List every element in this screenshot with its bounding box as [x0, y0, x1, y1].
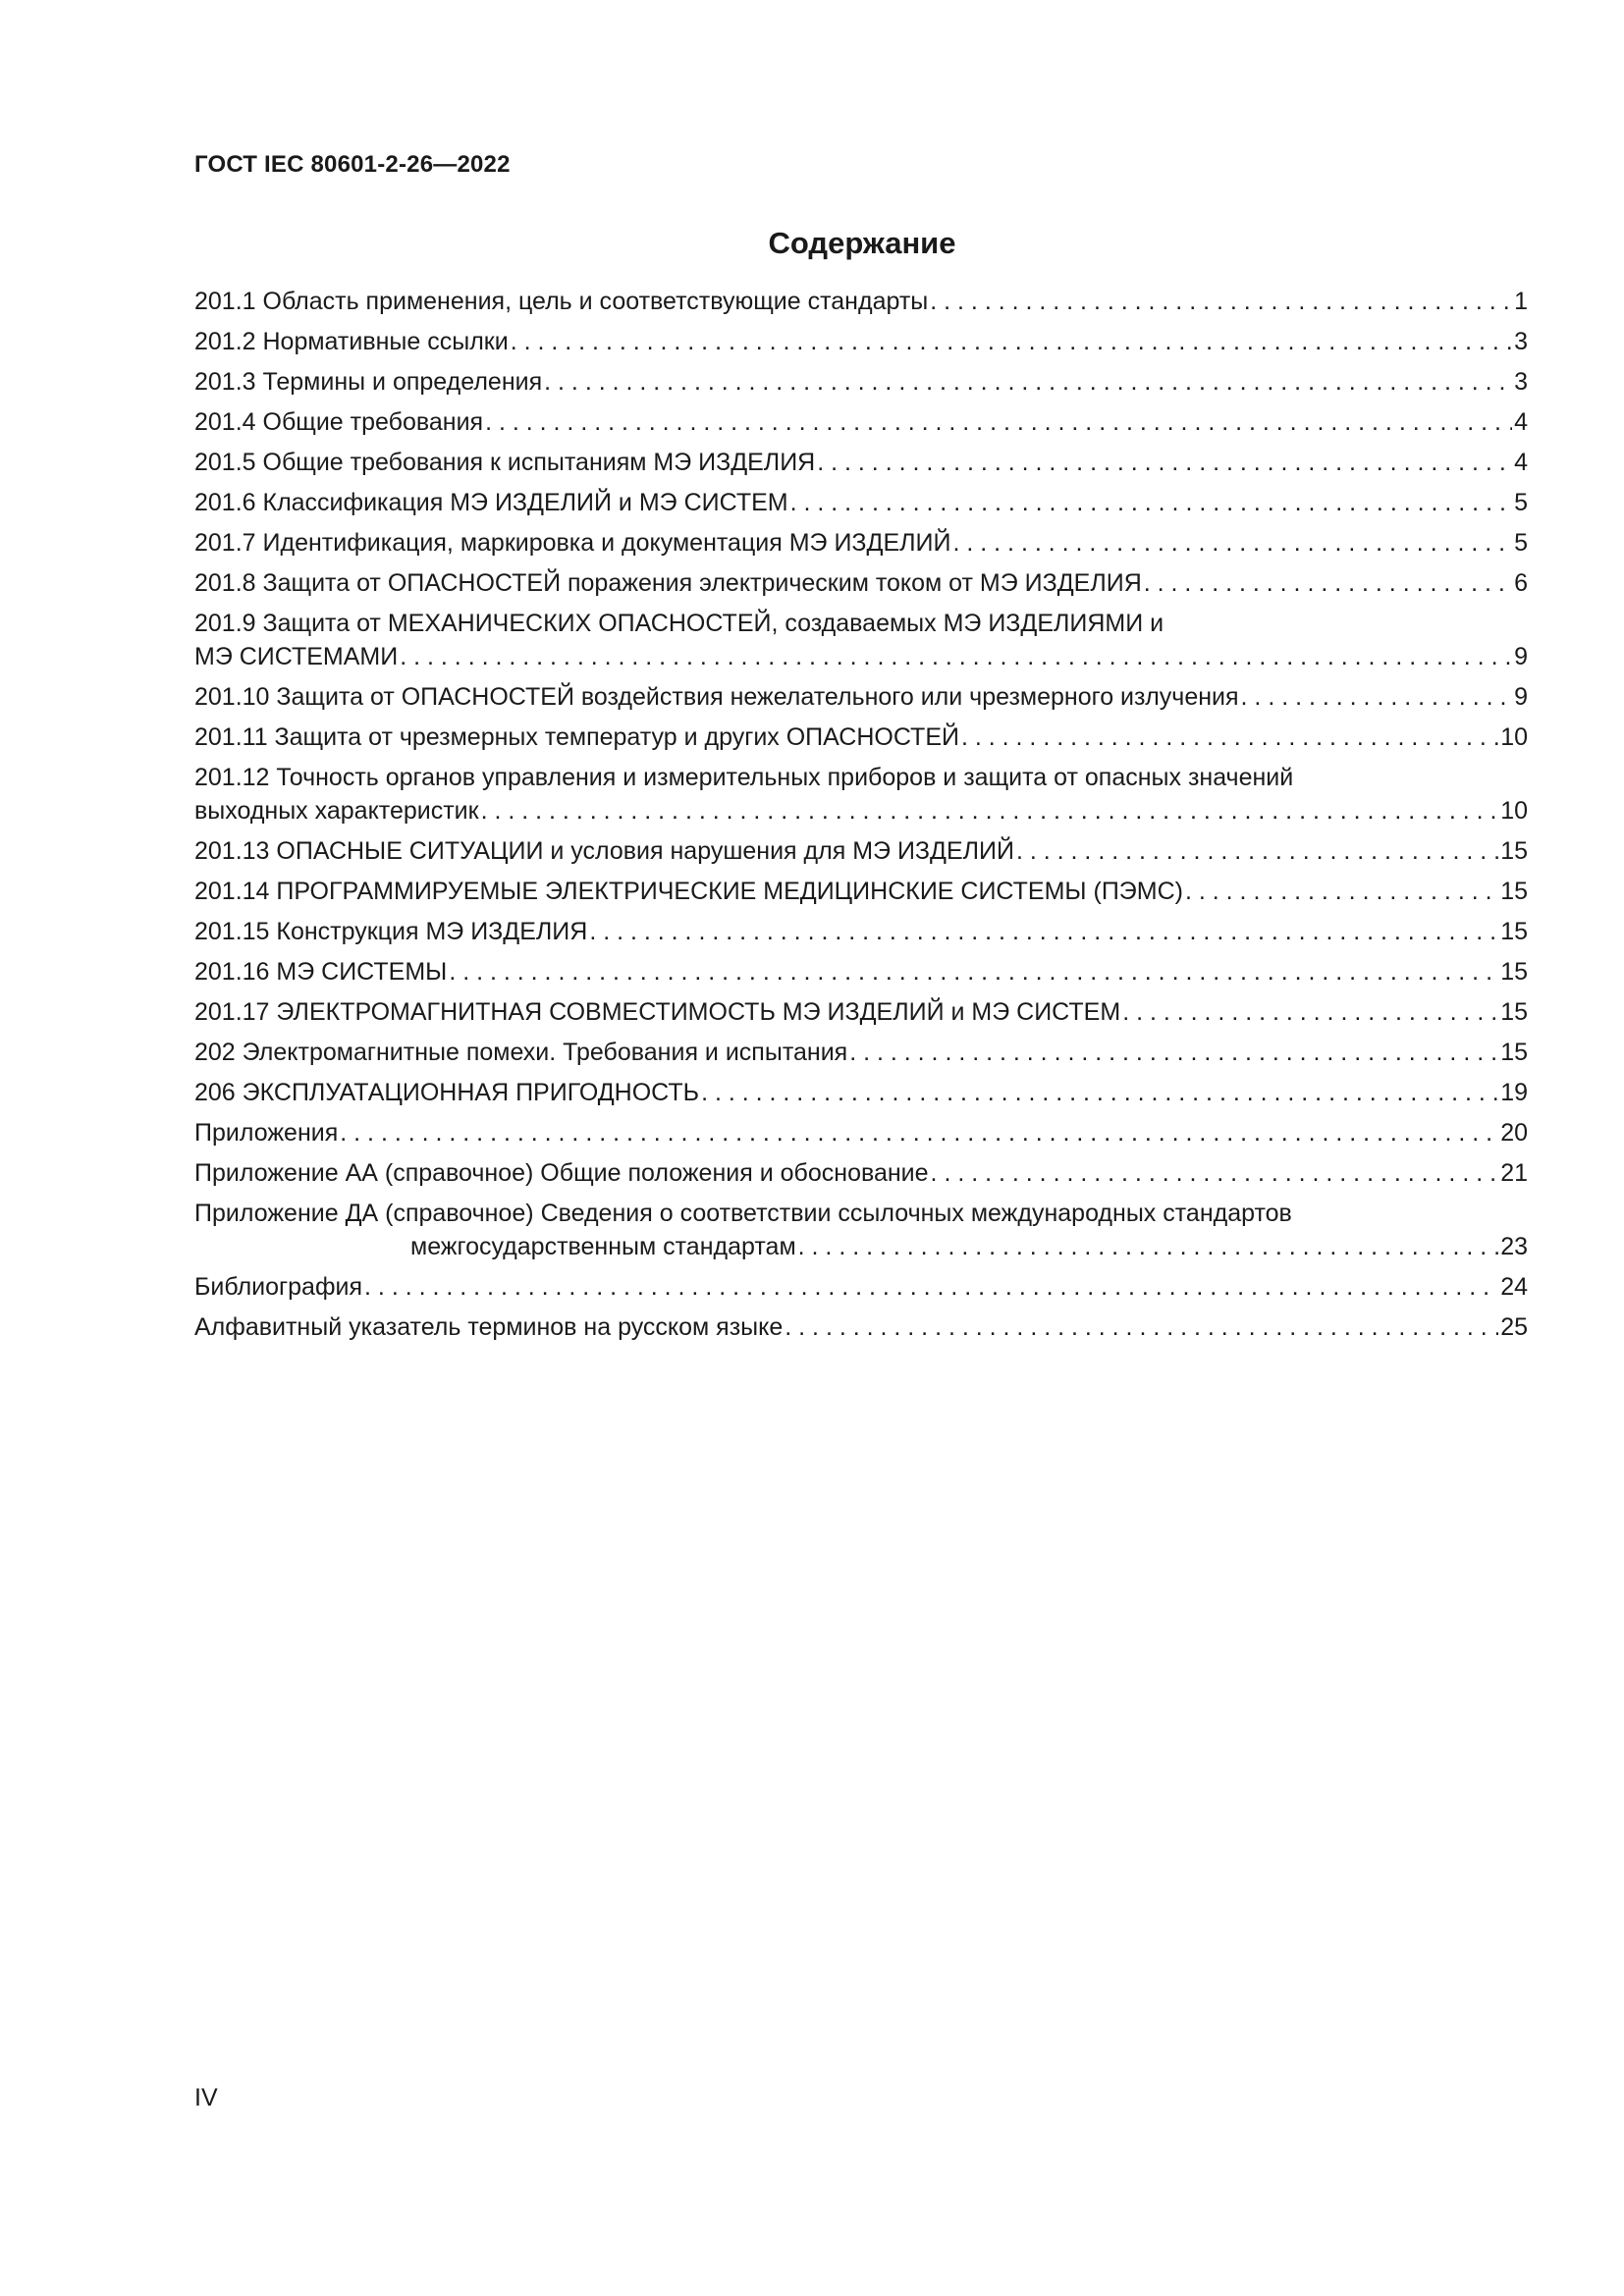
- toc-entry[interactable]: [194, 875, 1528, 908]
- toc-entry[interactable]: [194, 285, 1528, 318]
- toc-entry-page-number: 9: [1514, 643, 1528, 670]
- dot-leader: [511, 325, 1512, 358]
- dot-leader: [1185, 875, 1498, 908]
- toc-entry-page-number: 23: [1500, 1233, 1528, 1260]
- dot-leader: [849, 1036, 1498, 1069]
- toc-entry-title: 201.5 Общие требования к испытаниям МЭ ИЗДЕЛИЯ: [194, 449, 816, 476]
- toc-entry-title: выходных характеристик: [194, 797, 479, 825]
- toc-entry-page-number: 1: [1514, 288, 1528, 315]
- toc-entry[interactable]: [194, 995, 1528, 1029]
- toc-entry-line: [194, 1230, 1528, 1263]
- toc-entry-title: 201.13 ОПАСНЫЕ СИТУАЦИИ и условия нарушения для МЭ ИЗДЕЛИЙ: [194, 837, 1014, 865]
- toc-entry[interactable]: [194, 1310, 1528, 1344]
- toc-entry[interactable]: [194, 680, 1528, 714]
- page-number: IV: [194, 2084, 218, 2111]
- toc-entry-line: [194, 446, 1528, 479]
- toc-entry-line: [194, 955, 1528, 988]
- toc-entry-first-line: 201.9 Защита от МЕХАНИЧЕСКИХ ОПАСНОСТЕЙ, создаваемых МЭ ИЗДЕЛИЯМИ и: [194, 610, 1164, 637]
- toc-entry[interactable]: [194, 446, 1528, 479]
- toc-entry-page-number: 15: [1500, 958, 1528, 986]
- toc-entry-page-number: 19: [1500, 1079, 1528, 1106]
- toc-entry-line: [194, 680, 1528, 714]
- toc-entry[interactable]: [194, 721, 1528, 754]
- toc-entry-page-number: 6: [1514, 569, 1528, 597]
- toc-entry-page-number: 15: [1500, 998, 1528, 1026]
- toc-entry[interactable]: [194, 915, 1528, 948]
- toc-entry-line: [194, 995, 1528, 1029]
- toc-entry-first-line: 201.12 Точность органов управления и измерительных приборов и защита от опасных значений: [194, 764, 1294, 791]
- toc-entry-line: [194, 566, 1528, 600]
- toc-entry-line: [194, 325, 1528, 358]
- toc-entry-title: 201.3 Термины и определения: [194, 368, 543, 396]
- dot-leader: [701, 1076, 1498, 1109]
- toc-entry-title: Алфавитный указатель терминов на русском языке: [194, 1313, 784, 1341]
- toc-entry-page-number: 4: [1514, 408, 1528, 436]
- toc-entry-title: 201.11 Защита от чрезмерных температур и других ОПАСНОСТЕЙ: [194, 723, 959, 751]
- toc-entry-line: [194, 1310, 1528, 1344]
- toc-entry[interactable]: [194, 486, 1528, 519]
- toc-entry-title: 206 ЭКСПЛУАТАЦИОННАЯ ПРИГОДНОСТЬ: [194, 1079, 700, 1106]
- toc-entry-line: [194, 365, 1528, 399]
- toc-entry-page-number: 5: [1514, 529, 1528, 557]
- toc-entry-title: межгосударственным стандартам: [410, 1233, 796, 1260]
- dot-leader: [930, 285, 1512, 318]
- toc-entry-page-number: 20: [1500, 1119, 1528, 1147]
- toc-entry-line: [194, 1076, 1528, 1109]
- toc-entry-line: [194, 640, 1528, 673]
- toc-entry[interactable]: [194, 526, 1528, 560]
- document-code-header: ГОСТ IEC 80601-2-26—2022: [194, 151, 511, 178]
- toc-entry-line: [194, 1116, 1528, 1149]
- dot-leader: [485, 405, 1512, 439]
- toc-entry-page-number: 3: [1514, 328, 1528, 355]
- dot-leader: [481, 794, 1499, 828]
- dot-leader: [961, 721, 1498, 754]
- toc-entry-line: [194, 875, 1528, 908]
- toc-entry-line: [194, 721, 1528, 754]
- toc-title: Содержание: [768, 226, 956, 260]
- toc-entry-title: 201.15 Конструкция МЭ ИЗДЕЛИЯ: [194, 918, 588, 945]
- toc-entry-title: Приложения: [194, 1119, 339, 1147]
- toc-entry-title: 201.10 Защита от ОПАСНОСТЕЙ воздействия нежелательного или чрезмерного излучения: [194, 683, 1239, 711]
- dot-leader: [931, 1156, 1499, 1190]
- toc-entry[interactable]: [194, 1116, 1528, 1149]
- dot-leader: [589, 915, 1498, 948]
- toc-entry-page-number: 9: [1514, 683, 1528, 711]
- toc-entry[interactable]: [194, 761, 1528, 828]
- toc-entry-page-number: 10: [1500, 723, 1528, 751]
- toc-entry-title: 201.17 ЭЛЕКТРОМАГНИТНАЯ СОВМЕСТИМОСТЬ МЭ ИЗДЕЛИЙ и МЭ СИСТЕМ: [194, 998, 1121, 1026]
- dot-leader: [798, 1230, 1499, 1263]
- toc-entry-title: 201.16 МЭ СИСТЕМЫ: [194, 958, 448, 986]
- dot-leader: [544, 365, 1512, 399]
- toc-entry[interactable]: [194, 1076, 1528, 1109]
- toc-entry[interactable]: [194, 566, 1528, 600]
- toc-entry-page-number: 15: [1500, 878, 1528, 905]
- toc-entry-page-number: 10: [1500, 797, 1528, 825]
- toc-entry[interactable]: [194, 405, 1528, 439]
- toc-entry-page-number: 21: [1500, 1159, 1528, 1187]
- dot-leader: [1144, 566, 1512, 600]
- toc-entry-page-number: 4: [1514, 449, 1528, 476]
- dot-leader: [785, 1310, 1498, 1344]
- dot-leader: [1241, 680, 1513, 714]
- dot-leader: [952, 526, 1512, 560]
- toc-entry-page-number: 3: [1514, 368, 1528, 396]
- toc-entry[interactable]: [194, 1270, 1528, 1304]
- toc-entry-line: [194, 1270, 1528, 1304]
- toc-entry-line: [194, 794, 1528, 828]
- toc-entry[interactable]: [194, 325, 1528, 358]
- toc-entry[interactable]: [194, 955, 1528, 988]
- toc-entry[interactable]: [194, 834, 1528, 868]
- dot-leader: [449, 955, 1498, 988]
- toc-entry-title: 201.2 Нормативные ссылки: [194, 328, 509, 355]
- toc-entry-page-number: 15: [1500, 1039, 1528, 1066]
- toc-entry-title: Библиография: [194, 1273, 363, 1301]
- dot-leader: [400, 640, 1512, 673]
- toc-entry-title: 201.6 Классификация МЭ ИЗДЕЛИЙ и МЭ СИСТЕМ: [194, 489, 788, 516]
- toc-entry-first-line: Приложение ДА (справочное) Сведения о соответствии ссылочных международных стандартов: [194, 1200, 1292, 1227]
- toc-entry[interactable]: [194, 1036, 1528, 1069]
- toc-entry-title: 201.1 Область применения, цель и соответствующие стандарты: [194, 288, 929, 315]
- dot-leader: [1122, 995, 1498, 1029]
- toc-entry-line: [194, 1036, 1528, 1069]
- toc-entry[interactable]: [194, 1197, 1528, 1263]
- dot-leader: [340, 1116, 1498, 1149]
- dot-leader: [364, 1270, 1498, 1304]
- toc-entry-title: 201.8 Защита от ОПАСНОСТЕЙ поражения электрическим током от МЭ ИЗДЕЛИЯ: [194, 569, 1142, 597]
- toc-entry-line: [194, 285, 1528, 318]
- toc-entry[interactable]: [194, 1156, 1528, 1190]
- toc-entry-page-number: 15: [1500, 918, 1528, 945]
- toc-entry-title: 201.7 Идентификация, маркировка и документация МЭ ИЗДЕЛИЙ: [194, 529, 951, 557]
- table-of-contents: [194, 285, 1528, 1351]
- toc-entry-line: [194, 486, 1528, 519]
- toc-entry-page-number: 25: [1500, 1313, 1528, 1341]
- toc-entry-title: 201.4 Общие требования: [194, 408, 484, 436]
- dot-leader: [1016, 834, 1498, 868]
- toc-entry-line: [194, 834, 1528, 868]
- toc-entry-page-number: 15: [1500, 837, 1528, 865]
- toc-entry-line: [194, 526, 1528, 560]
- toc-entry-title: 201.14 ПРОГРАММИРУЕМЫЕ ЭЛЕКТРИЧЕСКИЕ МЕДИЦИНСКИЕ СИСТЕМЫ (ПЭМС): [194, 878, 1183, 905]
- toc-entry[interactable]: [194, 365, 1528, 399]
- toc-entry[interactable]: [194, 607, 1528, 673]
- toc-entry-page-number: 24: [1500, 1273, 1528, 1301]
- dot-leader: [790, 486, 1513, 519]
- toc-entry-line: [194, 1156, 1528, 1190]
- dot-leader: [817, 446, 1512, 479]
- toc-entry-title: 202 Электромагнитные помехи. Требования и испытания: [194, 1039, 848, 1066]
- toc-entry-line: [194, 405, 1528, 439]
- toc-entry-page-number: 5: [1514, 489, 1528, 516]
- toc-entry-title: МЭ СИСТЕМАМИ: [194, 643, 399, 670]
- toc-entry-title: Приложение АА (справочное) Общие положения и обоснование: [194, 1159, 929, 1187]
- toc-entry-line: [194, 915, 1528, 948]
